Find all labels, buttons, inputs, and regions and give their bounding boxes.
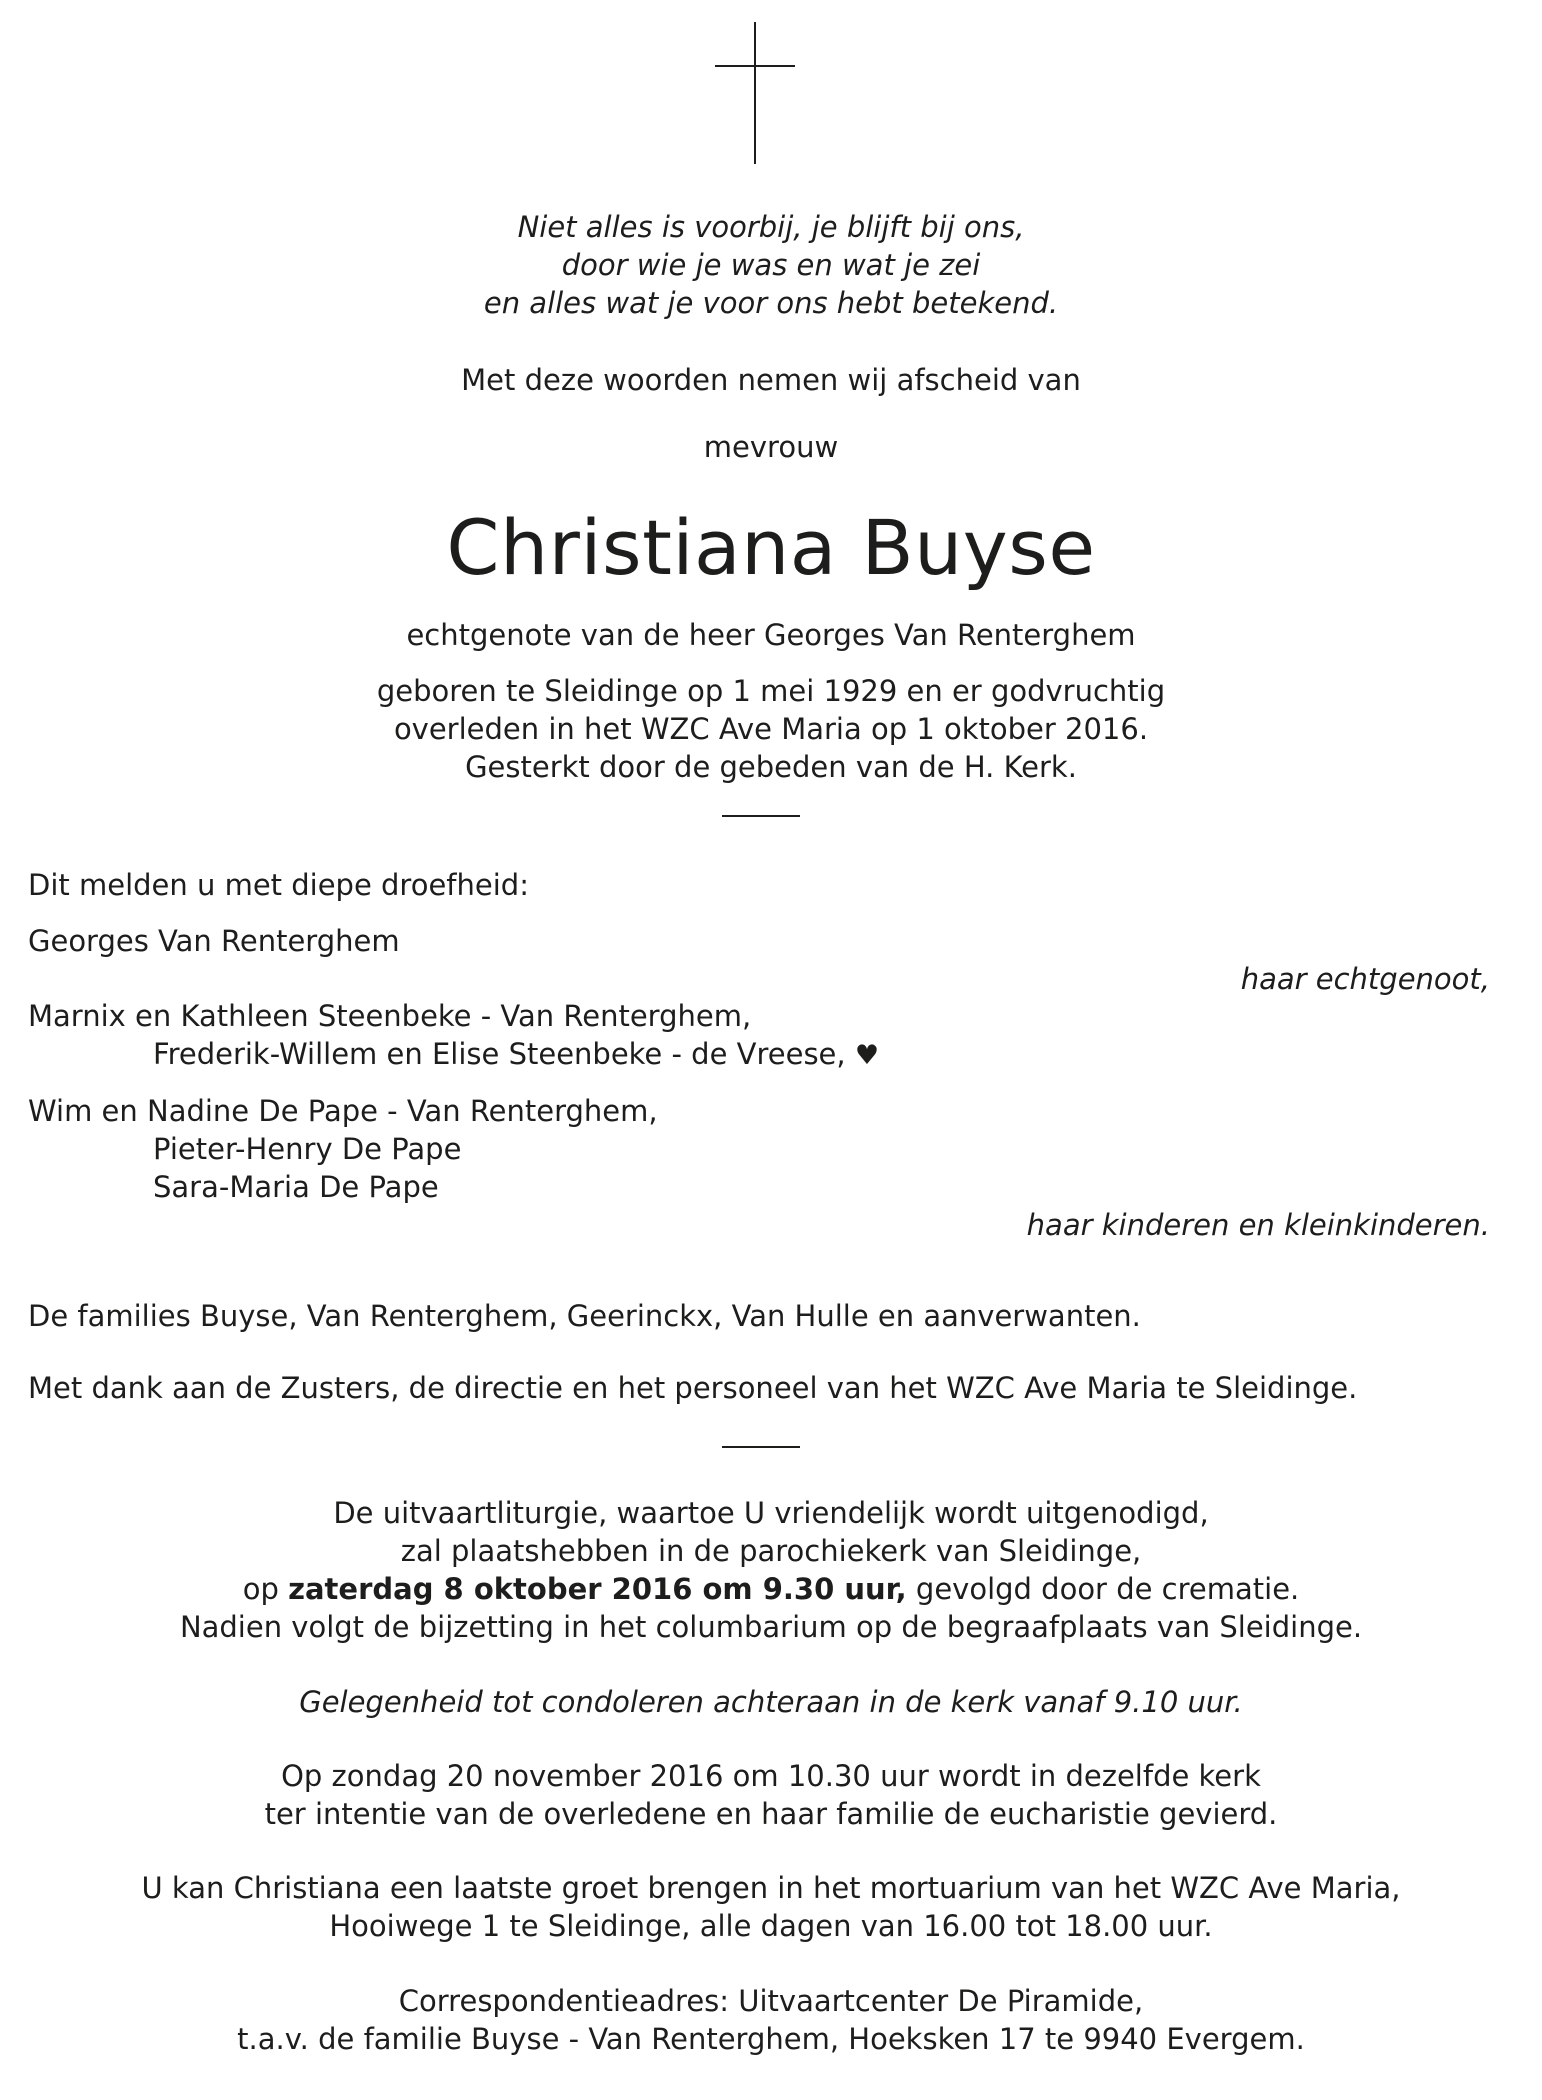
grandchild-name: Frederik-Willem en Elise Steenbeke - de Vreese, — [153, 1037, 846, 1071]
biography — [0, 672, 1542, 786]
funeral-line: zal plaatshebben in de parochiekerk van Sleidinge, — [400, 1534, 1142, 1568]
husband-relation: haar echtgenoot, — [1240, 962, 1490, 996]
bio-line: geboren te Sleidinge op 1 mei 1929 en er godvruchtig — [376, 674, 1166, 708]
grandchild-family — [28, 1035, 879, 1075]
funeral-line: De uitvaartliturgie, waartoe U vriendelijk wordt uitgenodigd, — [333, 1496, 1209, 1530]
correspondence-address — [0, 1982, 1542, 2058]
bio-line: overleden in het WZC Ave Maria op 1 oktober 2016. — [393, 712, 1149, 746]
child-family-2: Wim en Nadine De Pape - Van Renterghem, — [28, 1094, 658, 1128]
intro-text: Met deze woorden nemen wij afscheid van — [461, 363, 1081, 397]
motto-line: en alles wat je voor ons hebt betekend. — [483, 286, 1059, 320]
child-family-1: Marnix en Kathleen Steenbeke - Van Renterghem, — [28, 999, 752, 1033]
thanks-line: Met dank aan de Zusters, de directie en het personeel van het WZC Ave Maria te Sleidinge. — [28, 1371, 1358, 1405]
motto-line: door wie je was en wat je zei — [561, 248, 981, 282]
visitation-info — [0, 1869, 1542, 1945]
grandchild-name: Sara-Maria De Pape — [153, 1170, 439, 1204]
separator-line — [722, 1446, 800, 1448]
heart-icon: ♥ — [854, 1040, 880, 1071]
mass-line: Op zondag 20 november 2016 om 10.30 uur wordt in dezelfde kerk — [281, 1759, 1261, 1793]
funeral-line: Nadien volgt de bijzetting in het columbarium op de begraafplaats van Sleidinge. — [179, 1610, 1363, 1644]
grandchild-name: Pieter-Henry De Pape — [153, 1132, 462, 1166]
announcement: Dit melden u met diepe droefheid: — [28, 868, 529, 902]
condolence-note: Gelegenheid tot condoleren achteraan in de kerk vanaf 9.10 uur. — [299, 1685, 1243, 1719]
cross-icon — [715, 22, 795, 164]
funeral-date-line: op zaterdag 8 oktober 2016 om 9.30 uur, gevolgd door de crematie. — [242, 1572, 1300, 1606]
motto-line: Niet alles is voorbij, je blijft bij ons, — [517, 210, 1025, 244]
husband-name: Georges Van Renterghem — [28, 924, 400, 958]
visit-line: U kan Christiana een laatste groet brengen in het mortuarium van het WZC Ave Maria, — [141, 1871, 1401, 1905]
funeral-details — [0, 1494, 1542, 1646]
bio-line: Gesterkt door de gebeden van de H. Kerk. — [465, 750, 1077, 784]
separator-line — [722, 815, 800, 817]
honorific: mevrouw — [703, 430, 839, 464]
deceased-name: Christiana Buyse — [446, 503, 1096, 592]
address-line: Correspondentieadres: Uitvaartcenter De Piramide, — [398, 1984, 1144, 2018]
visit-line: Hooiwege 1 te Sleidinge, alle dagen van 16.00 tot 18.00 uur. — [329, 1909, 1213, 1943]
memorial-mass — [0, 1757, 1542, 1833]
motto-verse — [0, 208, 1542, 322]
funeral-datetime: zaterdag 8 oktober 2016 om 9.30 uur, — [288, 1572, 907, 1606]
mass-line: ter intentie van de overledene en haar familie de eucharistie gevierd. — [264, 1797, 1278, 1831]
children-relation: haar kinderen en kleinkinderen. — [1026, 1208, 1490, 1242]
address-line: t.a.v. de familie Buyse - Van Renterghem, Hoeksken 17 te 9940 Evergem. — [237, 2022, 1305, 2056]
spouse-line: echtgenote van de heer Georges Van Renterghem — [406, 618, 1136, 652]
families-line: De families Buyse, Van Renterghem, Geerinckx, Van Hulle en aanverwanten. — [28, 1299, 1141, 1333]
